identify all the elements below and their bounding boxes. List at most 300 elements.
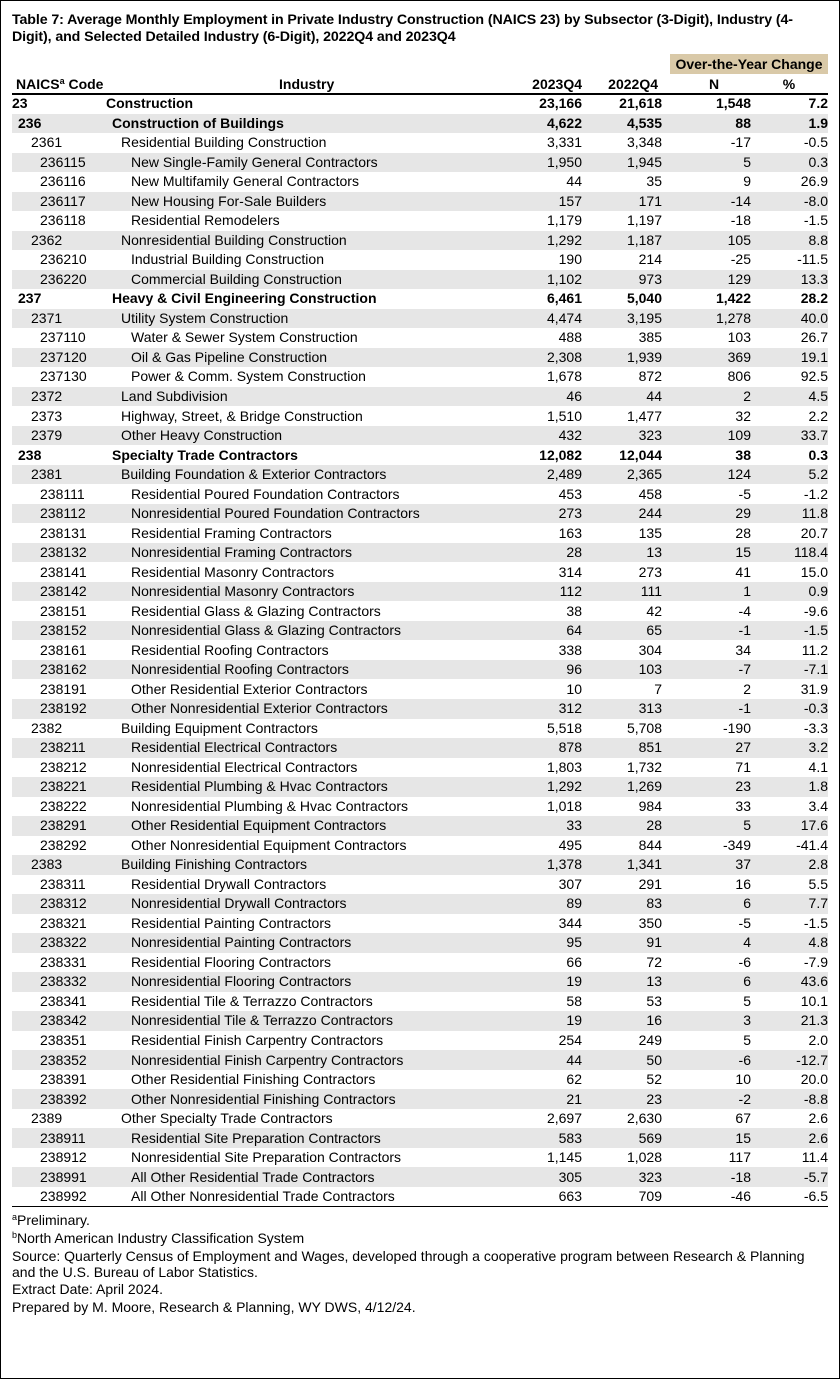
change-pct-cell: -11.5 xyxy=(797,251,828,268)
change-n-cell: 37 xyxy=(662,855,751,875)
naics-code-cell: 237130 xyxy=(40,368,87,385)
change-pct-cell: 10.1 xyxy=(800,992,828,1009)
value-2022q4-cell: 50 xyxy=(582,1050,662,1070)
value-2023q4-cell: 1,145 xyxy=(546,1149,582,1166)
table-row xyxy=(12,484,828,504)
change-pct-cell: 4.1 xyxy=(808,758,828,775)
industry-name-cell: Highway, Street, & Bridge Construction xyxy=(121,407,363,424)
table-row xyxy=(12,933,828,953)
naics-code-cell: 238152 xyxy=(12,621,106,641)
industry-name-cell: Nonresidential Finish Carpentry Contractors xyxy=(106,1050,512,1070)
table-row xyxy=(12,367,828,387)
value-2023q4-cell: 163 xyxy=(558,524,582,541)
naics-code-cell: 237120 xyxy=(12,348,106,368)
value-2023q4-cell: 44 xyxy=(512,1050,582,1070)
value-2023q4-cell: 95 xyxy=(512,933,582,953)
change-n-cell: 29 xyxy=(662,504,751,524)
naics-code-cell: 236117 xyxy=(12,192,106,212)
naics-code-cell: 238352 xyxy=(12,1050,106,1070)
industry-name-cell: Construction xyxy=(106,95,194,112)
value-2023q4-cell: 338 xyxy=(558,641,582,658)
naics-code-cell: 238161 xyxy=(40,641,87,658)
naics-code-cell: 238212 xyxy=(40,758,87,775)
value-2022q4-cell: 13 xyxy=(582,972,662,992)
industry-header: Industry xyxy=(279,76,335,92)
value-2023q4-cell: 1,102 xyxy=(512,270,582,290)
value-2023q4-cell: 19 xyxy=(512,972,582,992)
change-n-cell: 5 xyxy=(662,153,751,173)
table-row xyxy=(12,133,828,153)
change-pct-cell: 26.7 xyxy=(800,329,828,346)
employment-table xyxy=(12,94,828,1206)
change-n-cell: 124 xyxy=(662,465,751,485)
value-2022q4-cell: 872 xyxy=(638,368,662,385)
value-2022q4-cell: 3,348 xyxy=(626,134,662,151)
value-2023q4-cell: 663 xyxy=(558,1188,582,1205)
table-row xyxy=(12,543,828,563)
value-2022q4-cell: 65 xyxy=(582,621,662,641)
change-pct-cell: -9.6 xyxy=(803,602,828,619)
value-2022q4-cell: 851 xyxy=(582,738,662,758)
change-pct-cell: 118.4 xyxy=(751,543,828,563)
table-body xyxy=(12,94,828,1206)
value-2023q4-cell: 432 xyxy=(512,426,582,446)
value-2022q4-cell: 273 xyxy=(638,563,662,580)
table-row xyxy=(12,114,828,134)
naics-code-cell: 238911 xyxy=(12,1128,106,1148)
value-2022q4-cell: 214 xyxy=(638,251,662,268)
naics-code-cell: 236116 xyxy=(40,173,86,190)
value-2023q4-cell: 64 xyxy=(512,621,582,641)
value-2022q4-cell: 304 xyxy=(638,641,662,658)
change-n-cell: -6 xyxy=(738,953,751,970)
industry-name-cell: Residential Remodelers xyxy=(131,212,280,229)
naics-code-cell: 238131 xyxy=(40,524,87,541)
naics-code-cell: 236220 xyxy=(12,270,106,290)
change-pct-cell: 20.0 xyxy=(800,1071,828,1088)
value-2023q4-cell: 254 xyxy=(558,1032,582,1048)
table-row xyxy=(12,328,828,348)
change-n-cell: 15 xyxy=(662,543,751,563)
table-row xyxy=(12,465,828,485)
value-2022q4-cell: 323 xyxy=(582,426,662,446)
footnote-a-mark: a xyxy=(12,1212,18,1222)
value-2022q4-cell: 323 xyxy=(582,1167,662,1187)
industry-name-cell: Nonresidential Masonry Contractors xyxy=(106,582,512,602)
value-2023q4-cell: 453 xyxy=(558,485,582,502)
change-n-cell: 129 xyxy=(662,270,751,290)
table-row xyxy=(12,777,828,797)
value-2023q4-cell: 28 xyxy=(512,543,582,563)
industry-name-cell: Land Subdivision xyxy=(106,387,512,407)
table-row xyxy=(12,1089,828,1109)
industry-name-cell: Nonresidential Framing Contractors xyxy=(106,543,512,563)
change-n-header: N xyxy=(708,76,720,92)
change-pct-cell: -7.9 xyxy=(803,953,828,970)
value-2022q4-cell: 1,341 xyxy=(582,855,662,875)
change-n-cell: 6 xyxy=(662,972,751,992)
naics-code-cell: 2371 xyxy=(12,309,106,329)
footnote-a-text: Preliminary. xyxy=(17,1212,90,1228)
change-pct-header: % xyxy=(782,76,796,92)
naics-code-cell: 238112 xyxy=(12,504,106,524)
footnotes xyxy=(12,1212,830,1317)
value-2022q4-cell: 291 xyxy=(638,875,662,892)
naics-code-cell: 237 xyxy=(18,290,42,307)
naics-header-footnote-mark: a xyxy=(59,76,65,86)
change-n-cell: -14 xyxy=(662,192,751,212)
industry-name-cell: Other Specialty Trade Contractors xyxy=(121,1110,333,1127)
change-pct-cell: 7.7 xyxy=(751,894,828,914)
table-row xyxy=(12,406,828,426)
change-pct-cell: -6.5 xyxy=(803,1188,828,1205)
value-2023q4-cell: 4,622 xyxy=(512,114,582,134)
industry-name-cell: New Single-Family General Contractors xyxy=(106,153,512,173)
table-row xyxy=(12,601,828,621)
industry-name-cell: Oil & Gas Pipeline Construction xyxy=(106,348,512,368)
change-pct-cell: -1.2 xyxy=(803,485,828,502)
value-2023q4-cell: 344 xyxy=(558,914,582,931)
change-n-cell: 117 xyxy=(728,1149,751,1166)
change-n-cell: 5 xyxy=(743,1032,751,1048)
naics-code-cell: 237110 xyxy=(40,329,86,346)
naics-code-cell: 2372 xyxy=(12,387,106,407)
table-row xyxy=(12,797,828,817)
change-n-cell: 15 xyxy=(662,1128,751,1148)
value-2023q4-cell: 2,308 xyxy=(512,348,582,368)
value-2022q4-cell: 21,618 xyxy=(619,95,662,112)
value-2022q4-cell: 42 xyxy=(646,602,662,619)
value-2023q4-cell: 5,518 xyxy=(546,719,582,736)
change-n-cell: 88 xyxy=(662,114,751,134)
table-row xyxy=(12,1128,828,1148)
naics-code-cell: 236118 xyxy=(40,212,86,229)
naics-code-cell: 238142 xyxy=(12,582,106,602)
change-n-cell: 1,278 xyxy=(662,309,751,329)
value-2023q4-cell: 10 xyxy=(566,680,582,697)
industry-name-cell: Nonresidential Poured Foundation Contractors xyxy=(106,504,512,524)
change-pct-cell: 19.1 xyxy=(751,348,828,368)
industry-name-cell: Nonresidential Plumbing & Hvac Contractors xyxy=(131,797,409,814)
table-row xyxy=(12,1187,828,1207)
change-n-cell: 34 xyxy=(735,641,751,658)
value-2022q4-cell: 1,269 xyxy=(582,777,662,797)
value-2023q4-cell: 583 xyxy=(512,1128,582,1148)
table-row xyxy=(12,1148,828,1168)
value-2022q4-cell: 1,477 xyxy=(626,407,662,424)
change-pct-cell: -8.8 xyxy=(751,1089,828,1109)
value-2023q4-cell: 305 xyxy=(512,1167,582,1187)
naics-code-cell: 23 xyxy=(12,95,28,112)
table-row xyxy=(12,738,828,758)
value-2023q4-cell: 878 xyxy=(512,738,582,758)
change-pct-cell: 4.5 xyxy=(751,387,828,407)
over-the-year-change-header: Over-the-Year Change xyxy=(670,54,828,74)
naics-code-cell: 238141 xyxy=(40,563,87,580)
source-note: Source: Quarterly Census of Employment and Wages, developed through a cooperative program between Research & Planning and the U.S. Bureau of Labor Statistics. xyxy=(12,1247,805,1280)
change-pct-cell: 11.4 xyxy=(801,1149,828,1166)
value-2023q4-cell: 96 xyxy=(512,660,582,680)
footnote-b xyxy=(12,1230,830,1246)
value-2022q4-cell: 103 xyxy=(582,660,662,680)
change-pct-cell: 8.8 xyxy=(751,231,828,251)
naics-code-cell: 238991 xyxy=(12,1167,106,1187)
change-pct-cell: 15.0 xyxy=(800,563,828,580)
table-row xyxy=(12,972,828,992)
change-n-cell: -4 xyxy=(738,602,751,619)
naics-code-cell: 238222 xyxy=(40,797,87,814)
change-n-cell: 5 xyxy=(743,992,751,1009)
change-n-cell: -349 xyxy=(722,836,751,853)
value-2023q4-cell: 488 xyxy=(558,329,582,346)
change-n-cell: -2 xyxy=(662,1089,751,1109)
value-2023q4-cell: 2,489 xyxy=(512,465,582,485)
value-2023q4-cell: 307 xyxy=(558,875,582,892)
change-pct-cell: 28.2 xyxy=(800,290,828,307)
change-n-cell: 67 xyxy=(735,1110,751,1127)
naics-header-label: NAICS xyxy=(16,76,60,92)
year-2022-header: 2022Q4 xyxy=(608,76,658,92)
change-n-cell: 1 xyxy=(662,582,751,602)
value-2022q4-cell: 244 xyxy=(582,504,662,524)
table-row xyxy=(12,211,828,231)
value-2022q4-cell: 385 xyxy=(638,329,662,346)
change-n-cell: 2 xyxy=(662,387,751,407)
naics-code-cell: 2361 xyxy=(31,134,63,151)
change-n-cell: 2 xyxy=(743,680,751,697)
change-n-cell: 109 xyxy=(662,426,751,446)
industry-name-cell: Nonresidential Glass & Glazing Contractors xyxy=(106,621,512,641)
change-pct-cell: 13.3 xyxy=(751,270,828,290)
prepared-by-note: Prepared by M. Moore, Research & Planning, WY DWS, 4/12/24. xyxy=(12,1299,416,1316)
value-2023q4-cell: 21 xyxy=(512,1089,582,1109)
value-2022q4-cell: 91 xyxy=(582,933,662,953)
table-row xyxy=(12,719,828,739)
naics-code-cell: 238162 xyxy=(12,660,106,680)
value-2022q4-cell: 2,630 xyxy=(626,1110,662,1127)
change-pct-cell: -7.1 xyxy=(751,660,828,680)
table-row xyxy=(12,192,828,212)
change-pct-cell: 11.8 xyxy=(751,504,828,524)
naics-code-cell: 238132 xyxy=(12,543,106,563)
naics-code-cell: 2382 xyxy=(31,719,63,736)
change-pct-cell: 21.3 xyxy=(751,1011,828,1031)
table-row xyxy=(12,523,828,543)
table-row xyxy=(12,699,828,719)
industry-name-cell: Residential Framing Contractors xyxy=(131,524,332,541)
value-2023q4-cell: 1,678 xyxy=(546,368,582,385)
change-pct-cell: 1.9 xyxy=(751,114,828,134)
industry-name-cell: Residential Masonry Contractors xyxy=(131,563,335,580)
table-row xyxy=(12,562,828,582)
change-n-cell: 71 xyxy=(735,758,751,775)
table-row xyxy=(12,875,828,895)
change-pct-cell: 43.6 xyxy=(751,972,828,992)
value-2022q4-cell: 1,945 xyxy=(582,153,662,173)
value-2022q4-cell: 4,535 xyxy=(582,114,662,134)
value-2023q4-cell: 12,082 xyxy=(539,446,582,463)
table-row xyxy=(12,231,828,251)
naics-code-cell: 238912 xyxy=(40,1149,87,1166)
change-n-cell: 103 xyxy=(727,329,751,346)
value-2022q4-cell: 12,044 xyxy=(619,446,662,463)
naics-code-cell: 238391 xyxy=(40,1071,87,1088)
change-pct-cell: -3.3 xyxy=(803,719,828,736)
value-2022q4-cell: 458 xyxy=(638,485,662,502)
naics-code-cell: 238351 xyxy=(40,1032,87,1048)
change-n-cell: 32 xyxy=(735,407,751,424)
change-pct-cell: 0.3 xyxy=(808,446,828,463)
industry-name-cell: Nonresidential Site Preparation Contractors xyxy=(131,1149,402,1166)
industry-name-cell: Residential Site Preparation Contractors xyxy=(106,1128,512,1148)
change-pct-cell: 40.0 xyxy=(751,309,828,329)
naics-code-header xyxy=(16,75,103,93)
change-pct-cell: -1.5 xyxy=(803,212,828,229)
change-pct-cell: 26.9 xyxy=(800,173,828,190)
industry-name-cell: Nonresidential Drywall Contractors xyxy=(106,894,512,914)
change-pct-cell: 2.2 xyxy=(808,407,828,424)
industry-name-cell: Residential Plumbing & Hvac Contractors xyxy=(106,777,512,797)
industry-name-cell: Construction of Buildings xyxy=(106,114,512,134)
change-pct-cell: 2.0 xyxy=(808,1032,828,1048)
value-2022q4-cell: 23 xyxy=(582,1089,662,1109)
value-2022q4-cell: 249 xyxy=(638,1032,662,1048)
naics-code-cell: 238291 xyxy=(12,816,106,836)
change-n-cell: 369 xyxy=(662,348,751,368)
value-2022q4-cell: 844 xyxy=(638,836,662,853)
change-n-cell: 3 xyxy=(662,1011,751,1031)
table-row xyxy=(12,953,828,973)
naics-code-cell: 238221 xyxy=(12,777,106,797)
industry-name-cell: New Multifamily General Contractors xyxy=(131,173,359,190)
value-2022q4-cell: 350 xyxy=(638,914,662,931)
table-row xyxy=(12,660,828,680)
table-row xyxy=(12,309,828,329)
value-2022q4-cell: 52 xyxy=(646,1071,662,1088)
naics-code-cell: 236115 xyxy=(12,153,106,173)
change-pct-cell: 31.9 xyxy=(800,680,828,697)
value-2022q4-cell: 3,195 xyxy=(582,309,662,329)
change-n-cell: -18 xyxy=(730,212,751,229)
value-2022q4-cell: 135 xyxy=(638,524,662,541)
value-2023q4-cell: 2,697 xyxy=(546,1110,582,1127)
table-row xyxy=(12,1070,828,1090)
industry-name-cell: Nonresidential Roofing Contractors xyxy=(106,660,512,680)
value-2022q4-cell: 709 xyxy=(638,1188,662,1205)
table-row xyxy=(12,1109,828,1129)
change-pct-cell: 3.2 xyxy=(751,738,828,758)
value-2022q4-cell: 5,040 xyxy=(626,290,662,307)
table-row xyxy=(12,348,828,368)
value-2023q4-cell: 1,950 xyxy=(512,153,582,173)
change-pct-cell: -1.5 xyxy=(751,621,828,641)
value-2023q4-cell: 1,803 xyxy=(546,758,582,775)
value-2022q4-cell: 1,939 xyxy=(582,348,662,368)
industry-name-cell: Nonresidential Flooring Contractors xyxy=(106,972,512,992)
change-n-cell: -25 xyxy=(730,251,751,268)
table-row xyxy=(12,679,828,699)
value-2023q4-cell: 38 xyxy=(566,602,582,619)
table-row xyxy=(12,445,828,465)
change-n-cell: 806 xyxy=(727,368,751,385)
change-pct-cell: 2.6 xyxy=(751,1128,828,1148)
change-n-cell: -7 xyxy=(662,660,751,680)
change-n-cell: 16 xyxy=(735,875,751,892)
table-row xyxy=(12,640,828,660)
footnote-b-mark: b xyxy=(12,1229,18,1240)
naics-code-cell: 238191 xyxy=(40,680,87,697)
industry-name-cell: Nonresidential Electrical Contractors xyxy=(131,758,358,775)
naics-code-cell: 238331 xyxy=(40,953,87,970)
value-2022q4-cell: 83 xyxy=(582,894,662,914)
table-row xyxy=(12,758,828,778)
value-2023q4-cell: 58 xyxy=(566,992,582,1009)
table-row xyxy=(12,621,828,641)
change-n-cell: 23 xyxy=(662,777,751,797)
industry-name-cell: Building Equipment Contractors xyxy=(121,719,318,736)
value-2022q4-cell: 72 xyxy=(646,953,662,970)
industry-name-cell: Utility System Construction xyxy=(106,309,512,329)
change-n-cell: 28 xyxy=(735,524,751,541)
change-n-cell: -1 xyxy=(662,621,751,641)
table-row xyxy=(12,172,828,192)
industry-name-cell: Residential Drywall Contractors xyxy=(131,875,327,892)
change-pct-cell: 0.3 xyxy=(751,153,828,173)
industry-name-cell: Other Residential Equipment Contractors xyxy=(106,816,512,836)
naics-code-cell: 238211 xyxy=(12,738,106,758)
industry-name-cell: Residential Roofing Contractors xyxy=(131,641,329,658)
industry-name-cell: Nonresidential Painting Contractors xyxy=(106,933,512,953)
change-n-cell: -5 xyxy=(738,485,751,502)
value-2023q4-cell: 6,461 xyxy=(546,290,582,307)
table-row xyxy=(12,894,828,914)
value-2022q4-cell: 171 xyxy=(582,192,662,212)
value-2022q4-cell: 16 xyxy=(582,1011,662,1031)
change-pct-cell: 4.8 xyxy=(751,933,828,953)
change-n-cell: -46 xyxy=(730,1188,751,1205)
change-n-cell: 6 xyxy=(662,894,751,914)
value-2022q4-cell: 1,028 xyxy=(626,1149,662,1166)
change-n-cell: -190 xyxy=(722,719,751,736)
table-row xyxy=(12,387,828,407)
change-n-cell: 27 xyxy=(662,738,751,758)
industry-name-cell: Residential Poured Foundation Contractors xyxy=(131,485,400,502)
value-2022q4-cell: 1,187 xyxy=(582,231,662,251)
table-row xyxy=(12,426,828,446)
naics-code-cell: 238342 xyxy=(12,1011,106,1031)
value-2023q4-cell: 46 xyxy=(512,387,582,407)
industry-name-cell: Water & Sewer System Construction xyxy=(131,329,358,346)
value-2023q4-cell: 112 xyxy=(512,582,582,602)
value-2022q4-cell: 53 xyxy=(646,992,662,1009)
extract-date-note: Extract Date: April 2024. xyxy=(12,1281,163,1298)
industry-name-cell: All Other Nonresidential Trade Contractors xyxy=(131,1188,395,1205)
value-2023q4-cell: 3,331 xyxy=(546,134,582,151)
industry-name-cell: Nonresidential Building Construction xyxy=(106,231,512,251)
value-2023q4-cell: 190 xyxy=(558,251,582,268)
naics-code-cell: 238321 xyxy=(40,914,87,931)
change-pct-cell: -5.7 xyxy=(751,1167,828,1187)
industry-name-cell: Other Nonresidential Equipment Contractors xyxy=(131,836,407,853)
footnote-a xyxy=(12,1212,830,1228)
value-2022q4-cell: 1,197 xyxy=(626,212,662,229)
table-row xyxy=(12,914,828,934)
value-2022q4-cell: 973 xyxy=(582,270,662,290)
change-n-cell: 4 xyxy=(662,933,751,953)
change-n-cell: -1 xyxy=(662,699,751,719)
naics-code-cell: 238111 xyxy=(40,485,85,502)
value-2022q4-cell: 35 xyxy=(646,173,662,190)
